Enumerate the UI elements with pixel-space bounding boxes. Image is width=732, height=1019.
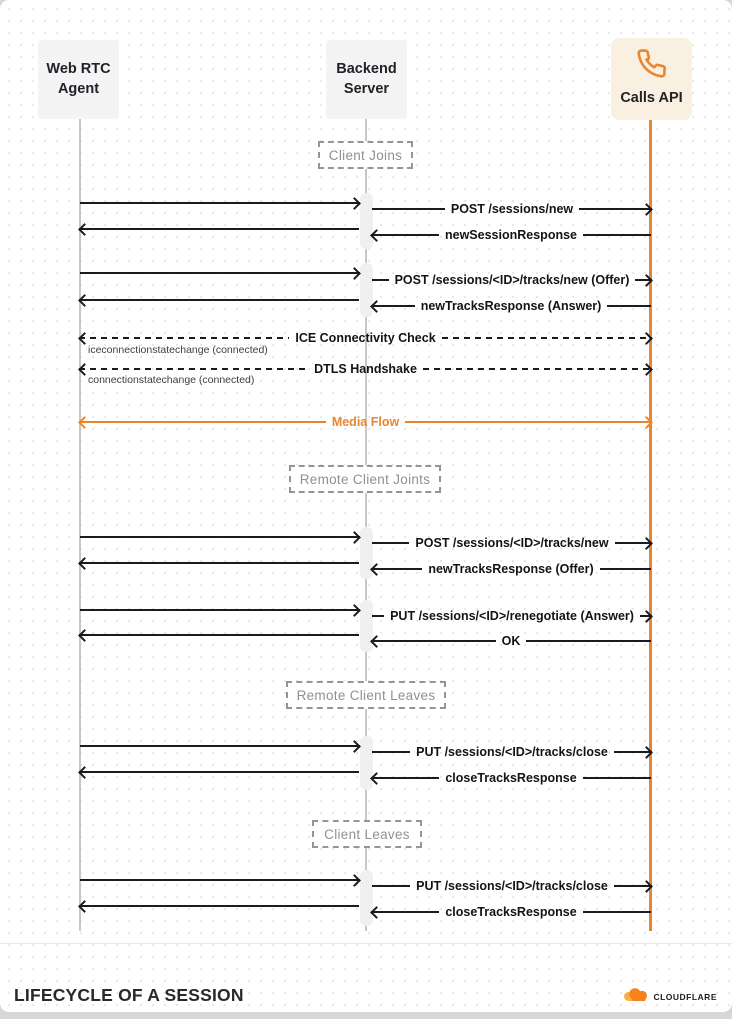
- arrowhead-right-icon: [640, 416, 653, 429]
- arrowhead-left-icon: [78, 223, 91, 236]
- arrow-line: [371, 640, 496, 642]
- arrowhead-right-icon: [348, 197, 361, 210]
- arrowhead-right-icon: [640, 332, 653, 345]
- cloudflare-logo: [622, 987, 717, 1007]
- arrowhead-left-icon: [78, 629, 91, 642]
- participant-backend-server: [326, 40, 407, 119]
- participant-label: Calls API: [620, 89, 683, 106]
- cloudflare-cloud-icon: [622, 987, 650, 1007]
- arrow-line: [79, 337, 289, 339]
- arrow-line: [526, 640, 651, 642]
- arrow-line: [442, 337, 652, 339]
- message-arrow-segment: [80, 764, 359, 780]
- arrow-line: [405, 421, 652, 423]
- message-arrow: [372, 535, 651, 551]
- message-arrow: [372, 744, 651, 760]
- arrow-line: [583, 234, 651, 236]
- participant-label: Server: [343, 80, 390, 97]
- participant-label: Agent: [57, 80, 100, 97]
- arrowhead-left-icon: [370, 300, 383, 313]
- participant-label: Backend: [336, 60, 397, 77]
- arrow-line: [80, 202, 360, 204]
- message-arrow-segment: [80, 898, 359, 914]
- message-arrow-segment: [80, 738, 359, 754]
- arrow-line: [80, 536, 360, 538]
- message-arrow: [372, 227, 651, 243]
- phase-label: Client Joins: [328, 147, 403, 163]
- message-label: ICE Connectivity Check: [295, 330, 436, 345]
- message-label: DTLS Handshake: [314, 361, 417, 376]
- message-arrow: [372, 561, 651, 577]
- arrow-line: [79, 368, 308, 370]
- message-arrow: [372, 298, 651, 314]
- phase-label: Remote Client Joints: [299, 471, 431, 487]
- lifeline-webrtc-agent: [79, 119, 81, 931]
- event-note: iceconnectionstatechange (connected): [88, 344, 268, 356]
- message-label: PUT /sessions/<ID>/tracks/close: [416, 744, 608, 759]
- media-flow-arrow: [80, 414, 651, 430]
- arrow-line: [79, 299, 359, 301]
- arrowhead-left-icon: [370, 229, 383, 242]
- participant-label: Web RTC: [46, 60, 111, 77]
- arrowhead-left-icon: [370, 635, 383, 648]
- message-arrow-segment: [80, 292, 359, 308]
- arrowhead-left-icon: [78, 900, 91, 913]
- phase-label: Client Leaves: [324, 826, 410, 842]
- arrowhead-right-icon: [348, 604, 361, 617]
- arrow-line: [372, 279, 389, 281]
- phase-remote-client-leaves: [286, 681, 446, 709]
- message-label: newTracksResponse (Answer): [420, 298, 602, 313]
- message-arrow-segment: [80, 195, 359, 211]
- arrowhead-left-icon: [78, 416, 91, 429]
- message-label: PUT /sessions/<ID>/tracks/close: [416, 878, 608, 893]
- arrowhead-right-icon: [640, 537, 653, 550]
- arrowhead-right-icon: [348, 267, 361, 280]
- arrow-line: [372, 615, 384, 617]
- message-label: OK: [501, 633, 521, 648]
- phase-client-leaves: [312, 820, 422, 848]
- arrowhead-left-icon: [78, 294, 91, 307]
- arrow-line: [600, 568, 651, 570]
- arrowhead-right-icon: [640, 363, 653, 376]
- message-label: Media Flow: [331, 414, 400, 429]
- message-arrow: [372, 608, 651, 624]
- arrow-line: [607, 305, 651, 307]
- phase-label: Remote Client Leaves: [296, 687, 436, 703]
- message-label: newTracksResponse (Offer): [428, 561, 594, 576]
- message-arrow: [372, 201, 651, 217]
- arrowhead-right-icon: [348, 740, 361, 753]
- arrowhead-right-icon: [640, 203, 653, 216]
- message-arrow-segment: [80, 627, 359, 643]
- message-label: newSessionResponse: [445, 227, 577, 242]
- cloudflare-wordmark: CLOUDFLARE: [653, 992, 717, 1002]
- message-arrow-segment: [80, 529, 359, 545]
- participant-web-rtc-agent: [38, 40, 119, 119]
- message-arrow: [372, 272, 651, 288]
- message-arrow-segment: [80, 221, 359, 237]
- arrowhead-right-icon: [640, 610, 653, 623]
- message-arrow: [372, 770, 651, 786]
- arrow-line: [583, 777, 651, 779]
- event-note: connectionstatechange (connected): [88, 374, 255, 386]
- arrow-line: [79, 421, 326, 423]
- arrowhead-right-icon: [640, 274, 653, 287]
- footer-divider: [0, 943, 732, 944]
- arrow-line: [80, 272, 360, 274]
- message-arrow-segment: [80, 555, 359, 571]
- arrowhead-left-icon: [78, 557, 91, 570]
- arrow-line: [79, 228, 359, 230]
- message-arrow-segment: [80, 872, 359, 888]
- arrow-line: [372, 542, 409, 544]
- arrow-line: [372, 751, 410, 753]
- phase-client-joins: [318, 141, 413, 169]
- arrowhead-right-icon: [348, 874, 361, 887]
- arrow-line: [80, 745, 360, 747]
- arrowhead-left-icon: [78, 766, 91, 779]
- message-label: closeTracksResponse: [445, 770, 577, 785]
- message-label: POST /sessions/<ID>/tracks/new: [415, 535, 609, 550]
- arrow-line: [372, 885, 410, 887]
- message-arrow: [372, 904, 651, 920]
- phone-icon: [636, 48, 667, 86]
- arrowhead-right-icon: [640, 746, 653, 759]
- arrowhead-right-icon: [348, 531, 361, 544]
- arrowhead-left-icon: [370, 563, 383, 576]
- arrow-line: [583, 911, 651, 913]
- arrow-line: [79, 634, 359, 636]
- participant-calls-api: [611, 38, 692, 120]
- arrowhead-left-icon: [78, 332, 91, 345]
- message-label: POST /sessions/new: [450, 201, 574, 216]
- arrowhead-left-icon: [370, 772, 383, 785]
- arrow-line: [372, 208, 445, 210]
- message-label: closeTracksResponse: [445, 904, 577, 919]
- arrow-line: [79, 905, 359, 907]
- message-arrow: [372, 878, 651, 894]
- diagram-title: LIFECYCLE OF A SESSION: [14, 985, 244, 1005]
- message-label: PUT /sessions/<ID>/renegotiate (Answer): [390, 608, 634, 623]
- message-arrow-segment: [80, 602, 359, 618]
- phase-remote-client-joints: [289, 465, 441, 493]
- message-arrow-segment: [80, 265, 359, 281]
- arrowhead-right-icon: [640, 880, 653, 893]
- arrow-line: [423, 368, 652, 370]
- arrow-line: [80, 609, 360, 611]
- arrow-line: [80, 879, 360, 881]
- message-arrow: [372, 633, 651, 649]
- arrowhead-left-icon: [370, 906, 383, 919]
- arrow-line: [79, 771, 359, 773]
- arrow-line: [79, 562, 359, 564]
- message-label: POST /sessions/<ID>/tracks/new (Offer): [394, 272, 630, 287]
